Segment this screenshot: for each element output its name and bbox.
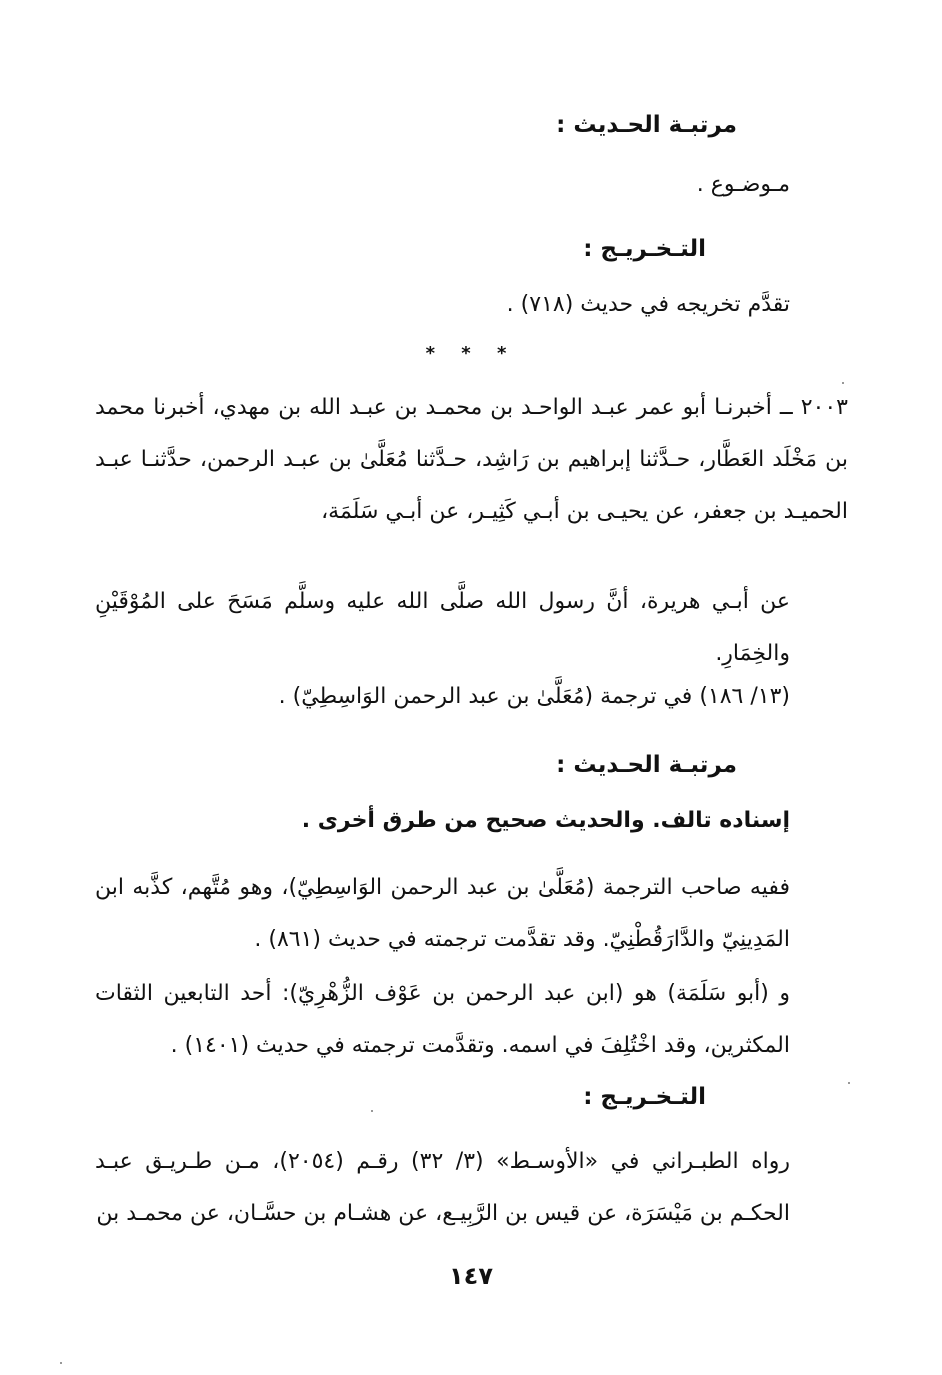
grade-text-2: إسناده تالف. والحديث صحيح من طرق أخرى . xyxy=(301,808,790,833)
grade-heading-1: مرتبـة الحـديث : xyxy=(556,112,737,138)
grade-text-1: مـوضـوع . xyxy=(696,172,790,197)
scan-speck xyxy=(842,382,844,384)
hadith-chain: ٢٠٠٣ ــ أخبرنـا أبو عمر عبـد الواحـد بن محمـد بن عبـد الله بن مهدي، أخبرنا محمد بن مَخْلَد العَطَّار، حـدَّثنا إبراهيم بن رَاشِد، حـدَّثنا مُعَلَّىٰ بن عبـد الرحمن، حدَّثنـا عبـد الحميـد بن جعفر، عن يحيـى بن أبـي كَثِيـر، عن أبـي سَلَمَة، xyxy=(95,395,848,524)
page-number: ١٤٧ xyxy=(449,1262,493,1290)
narrator-note-1: ففيه صاحب الترجمة (مُعَلَّىٰ بن عبد الرحمن الوَاسِطِيّ)، وهو مُتَّهم، كذَّبه ابن المَدِينِيّ والدَّارَقُطْنِيّ. وقد تقدَّمت ترجمته في حديث (٨٦١) . xyxy=(95,875,790,952)
takhrij-heading-2: التـخـريـج : xyxy=(583,1084,706,1110)
narrator-note-2: و (أبو سَلَمَة) هو (ابن عبد الرحمن بن عَوْف الزُّهْرِيّ): أحد التابعين الثقات المكثرين، وقد اخْتُلِفَ في اسمه. وتقدَّمت ترجمته في حديث (١٤٠١) . xyxy=(95,981,790,1058)
hadith-matn: عن أبـي هريرة، أنَّ رسول الله صلَّى الله عليه وسلَّم مَسَحَ على المُوْقَيْنِ والخِمَارِ. xyxy=(95,589,790,666)
takhrij-heading-1: التـخـريـج : xyxy=(583,236,706,262)
grade-heading-2: مرتبـة الحـديث : xyxy=(556,752,737,778)
takhrij-text-1: تقدَّم تخريجه في حديث (٧١٨) . xyxy=(506,292,790,317)
scan-speck xyxy=(848,1082,850,1084)
section-separator: * * * xyxy=(425,343,517,364)
takhrij-text-2: رواه الطبـراني في «الأوسـط» (٣/ ٣٢) رقـم (٢٠٥٤)، مـن طـريـق عبـد الحكـم بن مَيْسَرَة، عن قيس بن الرَّبِيـع، عن هشـام بن حسَّـان، عن محمـد بن xyxy=(95,1149,790,1226)
scan-speck xyxy=(60,1362,62,1364)
hadith-reference: (١٣/ ١٨٦) في ترجمة (مُعَلَّىٰ بن عبد الرحمن الوَاسِطِيّ) . xyxy=(278,684,790,709)
scan-speck xyxy=(371,1110,373,1112)
